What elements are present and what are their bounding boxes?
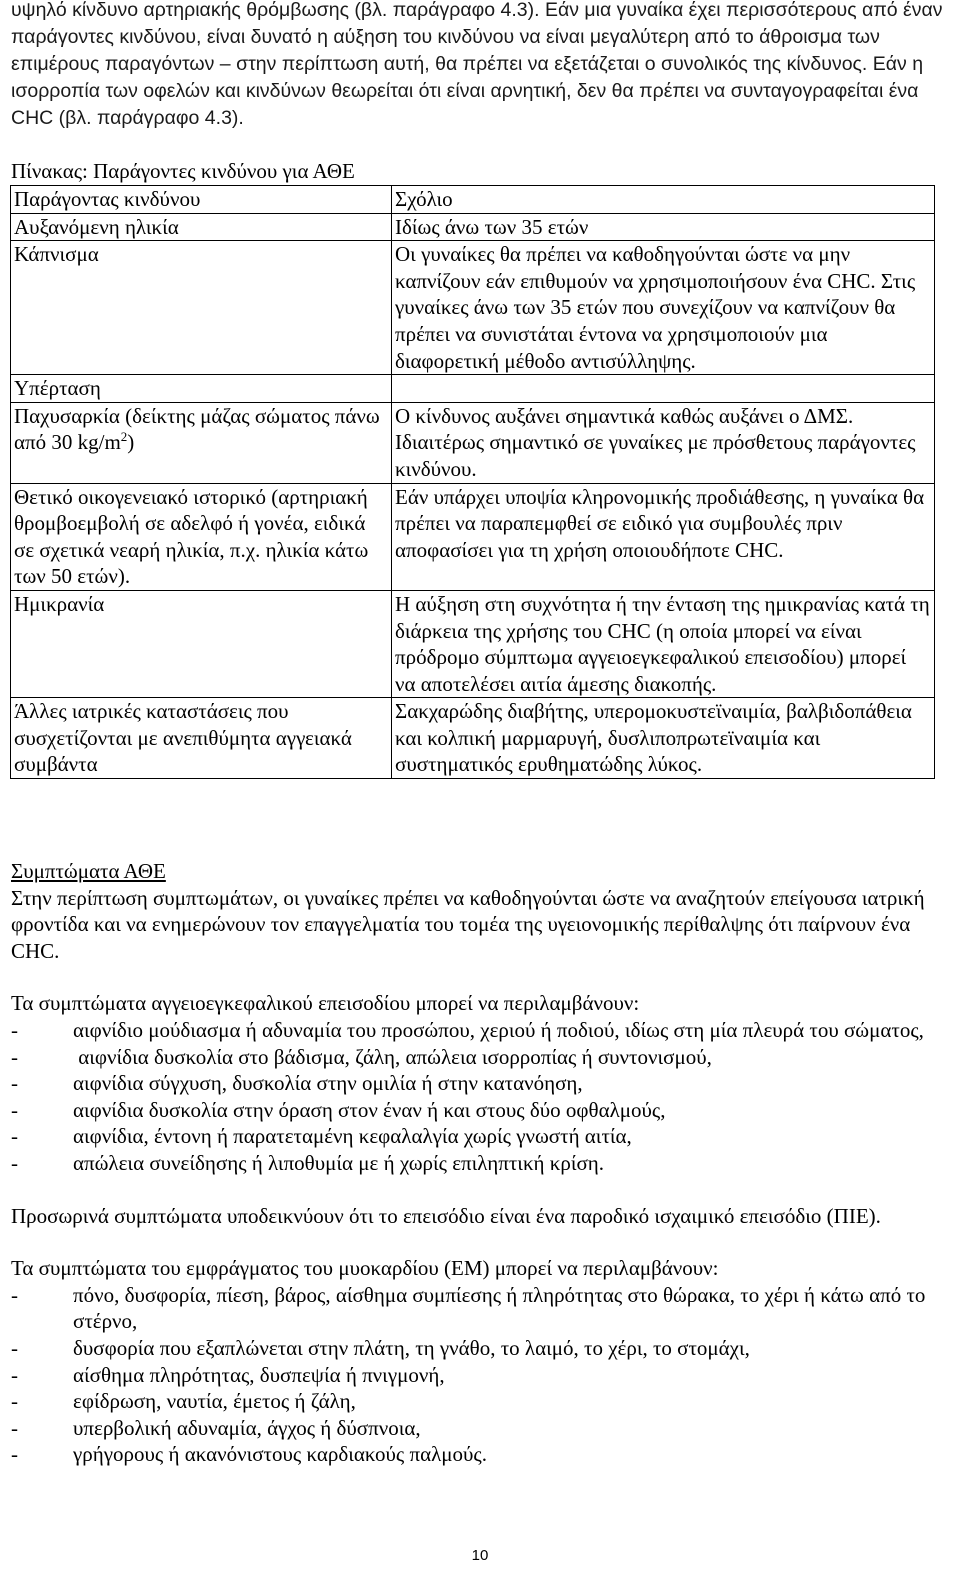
list-item <box>11 1415 951 1442</box>
list-item <box>11 1335 951 1362</box>
risk-factors-table <box>10 185 935 779</box>
factor-cell: Αυξανόμενη ηλικία <box>11 213 392 241</box>
dash-bullet: - <box>11 1124 18 1149</box>
symptoms-section <box>11 858 951 1468</box>
tia-paragraph: Προσωρινά συμπτώματα υποδεικνύουν ότι το επεισόδιο είναι ένα παροδικό ισχαιμικό επεισόδιο (ΠΙΕ). <box>11 1203 881 1228</box>
table-row <box>11 402 935 483</box>
factor-cell: Άλλες ιατρικές καταστάσεις που συσχετίζονται με ανεπιθύμητα αγγειακά συμβάντα <box>11 698 392 779</box>
list-item <box>11 1017 951 1044</box>
symptoms-heading: Συμπτώματα ΑΘΕ <box>11 859 166 883</box>
dash-bullet: - <box>11 1282 18 1307</box>
comment-cell: Ιδίως άνω των 35 ετών <box>392 213 935 241</box>
list-item-text: απώλεια συνείδησης ή λιποθυμία με ή χωρίς επιληπτική κρίση. <box>73 1150 605 1175</box>
table-row <box>11 590 935 697</box>
mi-symptom-list <box>11 1282 951 1468</box>
list-item <box>11 1044 951 1071</box>
dash-bullet: - <box>11 1442 18 1467</box>
dash-bullet: - <box>11 1097 18 1122</box>
dash-bullet: - <box>11 1389 18 1414</box>
list-item <box>11 1362 951 1389</box>
dash-bullet: - <box>11 1362 18 1387</box>
list-item-text: δυσφορία που εξαπλώνεται στην πλάτη, τη γνάθο, το λαιμό, το χέρι, το στομάχι, <box>73 1335 750 1360</box>
dash-bullet: - <box>11 1335 18 1360</box>
list-item-text: αίσθημα πληρότητας, δυσπεψία ή πνιγμονή, <box>73 1362 445 1387</box>
page-number: 10 <box>471 1547 489 1564</box>
dash-bullet: - <box>11 1017 18 1042</box>
table-row <box>11 213 935 241</box>
table-row <box>11 241 935 375</box>
dash-bullet: - <box>11 1071 18 1096</box>
comment-cell: Σακχαρώδης διαβήτης, υπερομοκυστεϊναιμία, βαλβιδοπάθεια και κολπική μαρμαρυγή, δυσλιποπρωτεϊναιμία και συστηματικός ερυθηματώδης λύκος. <box>392 698 935 779</box>
table-row <box>11 698 935 779</box>
comment-cell: Η αύξηση στη συχνότητα ή την ένταση της ημικρανίας κατά τη διάρκεια της χρήσης του CHC (η οποία μπορεί να είναι πρόδρομο σύμπτωμα αγγειοεγκεφαλικού επεισοδίου) μπορεί να αποτελέσει αιτία άμεσης διακοπής. <box>392 590 935 697</box>
list-item-text: αιφνίδια σύγχυση, δυσκολία στην ομιλία ή στην κατανόηση, <box>73 1071 583 1096</box>
factor-superscript: 2 <box>120 429 128 445</box>
list-item <box>11 1097 951 1124</box>
table-title: Πίνακας: Παράγοντες κινδύνου για ΑΘΕ <box>11 159 355 183</box>
stroke-intro: Τα συμπτώματα αγγειοεγκεφαλικού επεισοδίου μπορεί να περιλαμβάνουν: <box>11 991 640 1016</box>
dash-bullet: - <box>11 1415 18 1440</box>
factor-cell: Ημικρανία <box>11 590 392 697</box>
factor-cell: Κάπνισμα <box>11 241 392 375</box>
table-header-row <box>11 186 935 214</box>
comment-cell: Εάν υπάρχει υποψία κληρονομικής προδιάθεσης, η γυναίκα θα πρέπει να παραπεμφθεί σε ειδικό για συμβουλές πριν αποφασίσει για τη χρήση οποιουδήποτε CHC. <box>392 483 935 590</box>
mi-intro: Τα συμπτώματα του εμφράγματος του μυοκαρδίου (ΕΜ) μπορεί να περιλαμβάνουν: <box>11 1256 719 1281</box>
list-item <box>11 1282 951 1335</box>
table-row <box>11 375 935 403</box>
intro-paragraph: υψηλό κίνδυνο αρτηριακής θρόμβωσης (βλ. παράγραφο 4.3). Εάν μια γυναίκα έχει περισσότερους από έναν παράγοντες κινδύνου, είναι δυνατό η αύξηση του κινδύνου να είναι μεγαλύτερη από το άθροισμα των επιμέρους παραγόντων – στην περίπτωση αυτή, θα πρέπει να εξετάζεται ο συνολικός της κίνδυνος. Εάν η ισορροπία των οφελών και κινδύνων θεωρείται ότι είναι αρνητική, δεν θα πρέπει να συνταγογραφείται ένα CHC (βλ. παράγραφο 4.3). <box>11 0 943 129</box>
list-item-text: αιφνίδιο μούδιασμα ή αδυναμία του προσώπου, χεριού ή ποδιού, ιδίως στη μία πλευρά του σώματος, <box>73 1017 924 1042</box>
factor-cell <box>11 402 392 483</box>
list-item-text: πόνο, δυσφορία, πίεση, βάρος, αίσθημα συμπίεσης ή πληρότητας στο θώρακα, το χέρι ή κάτω από το στέρνο, <box>73 1282 926 1334</box>
dash-bullet: - <box>11 1150 18 1175</box>
stroke-symptom-list <box>11 1017 951 1177</box>
list-item <box>11 1150 951 1177</box>
comment-cell <box>392 375 935 403</box>
symptoms-intro: Στην περίπτωση συμπτωμάτων, οι γυναίκες πρέπει να καθοδηγούνται ώστε να αναζητούν επείγουσα ιατρική φροντίδα και να ενημερώνουν τον επαγγελματία του τομέα της υγειονομικής περίθαλψης ότι παίρνουν ένα CHC. <box>11 885 925 963</box>
comment-cell: Οι γυναίκες θα πρέπει να καθοδηγούνται ώστε να μην καπνίζουν εάν επιθυμούν να χρησιμοποιήσουν ένα CHC. Στις γυναίκες άνω των 35 ετών που συνεχίζουν να καπνίζουν θα πρέπει να συνιστάται έντονα να χρησιμοποιούν μια διαφορετική μέθοδο αντισύλληψης. <box>392 241 935 375</box>
list-item-text: αιφνίδια δυσκολία στο βάδισμα, ζάλη, απώλεια ισορροπίας ή συντονισμού, <box>73 1044 712 1069</box>
list-item-text: γρήγορους ή ακανόνιστους καρδιακούς παλμούς. <box>73 1442 487 1467</box>
list-item <box>11 1441 951 1468</box>
factor-text: Παχυσαρκία (δείκτης μάζας σώματος πάνω από 30 kg/m <box>14 403 380 455</box>
factor-cell: Υπέρταση <box>11 375 392 403</box>
list-item-text: αιφνίδια δυσκολία στην όραση στον έναν ή και στους δύο οφθαλμούς, <box>73 1097 666 1122</box>
header-comment: Σχόλιο <box>392 186 935 214</box>
dash-bullet: - <box>11 1044 18 1069</box>
list-item-text: υπερβολική αδυναμία, άγχος ή δύσπνοια, <box>73 1415 421 1440</box>
factor-cell: Θετικό οικογενειακό ιστορικό (αρτηριακή θρομβοεμβολή σε αδελφό ή γονέα, ειδικά σε σχετικά νεαρή ηλικία, π.χ. ηλικία κάτω των 50 ετών). <box>11 483 392 590</box>
factor-text-tail: ) <box>127 430 135 455</box>
list-item <box>11 1388 951 1415</box>
comment-cell: Ο κίνδυνος αυξάνει σημαντικά καθώς αυξάνει ο ΔΜΣ. Ιδιαιτέρως σημαντικό σε γυναίκες με πρόσθετους παράγοντες κινδύνου. <box>392 402 935 483</box>
header-factor: Παράγοντας κινδύνου <box>11 186 392 214</box>
list-item <box>11 1070 951 1097</box>
list-item-text: αιφνίδια, έντονη ή παρατεταμένη κεφαλαλγία χωρίς γνωστή αιτία, <box>73 1124 632 1149</box>
list-item <box>11 1123 951 1150</box>
list-item-text: εφίδρωση, ναυτία, έμετος ή ζάλη, <box>73 1389 356 1414</box>
table-row <box>11 483 935 590</box>
